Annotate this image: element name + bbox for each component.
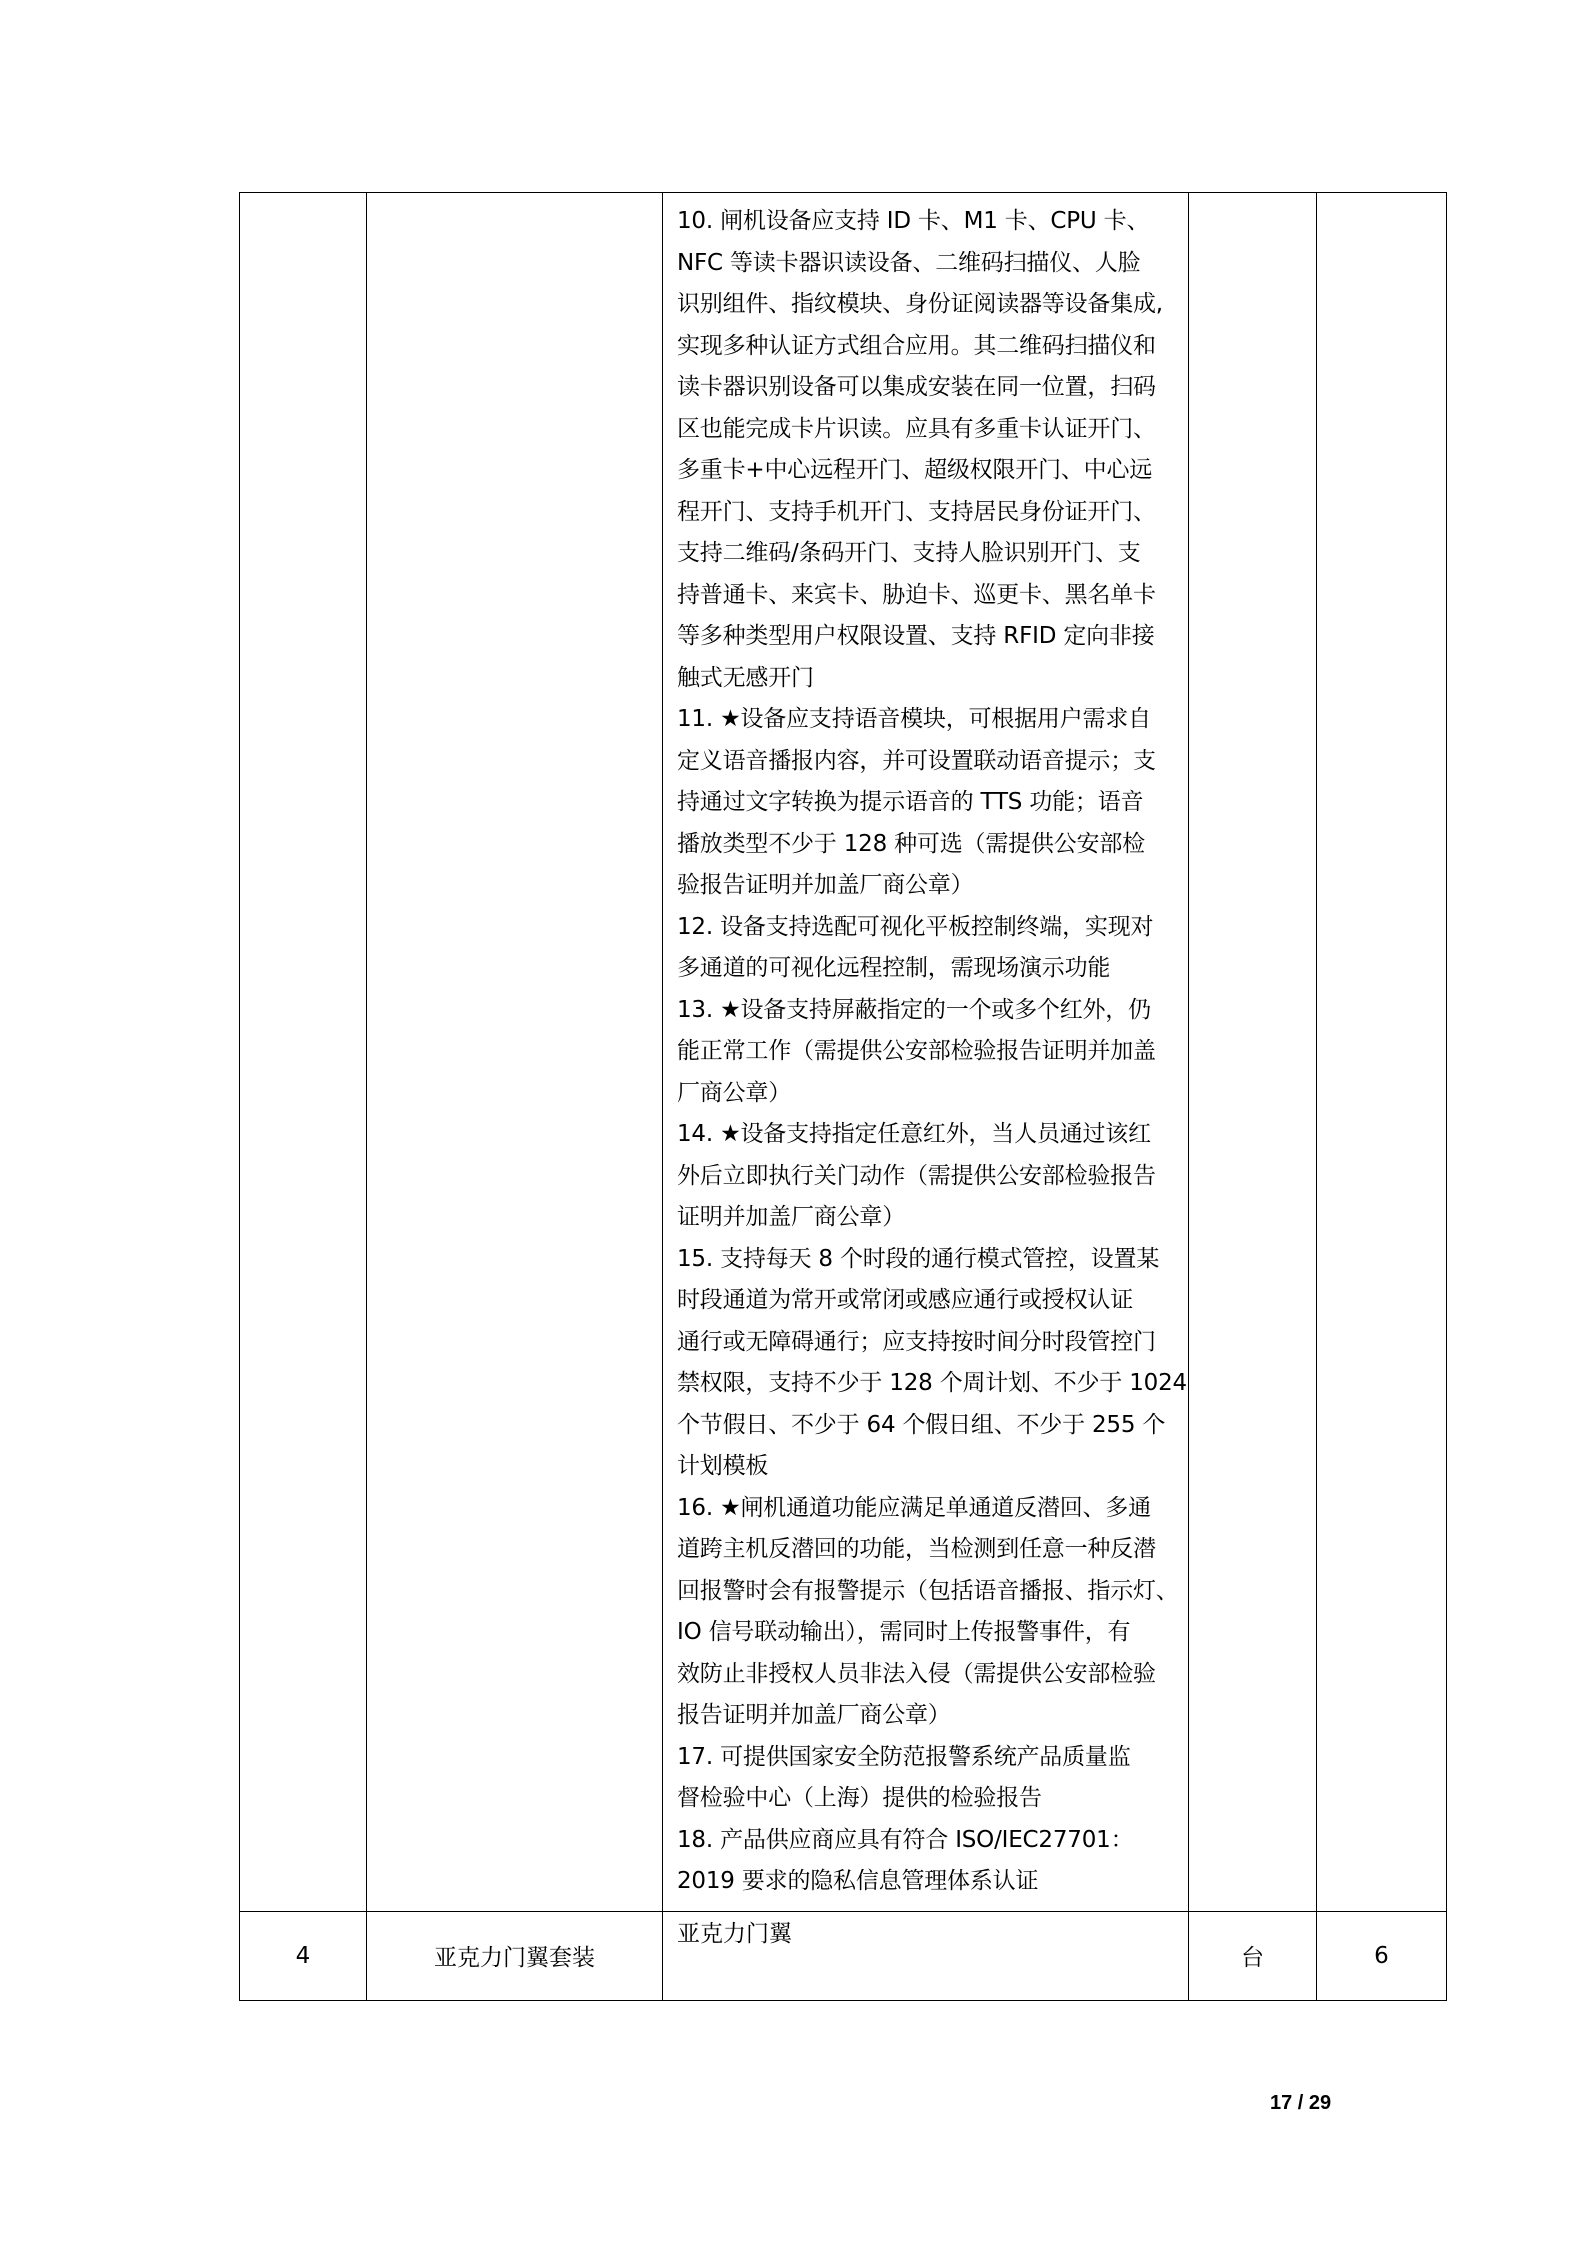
page-number: 17 / 29 xyxy=(1270,2092,1332,2114)
spec-line: 多通道的可视化远程控制，需现场演示功能 xyxy=(677,955,1111,981)
spec-line: 12. 设备支持选配可视化平板控制终端，实现对 xyxy=(677,913,1154,940)
spec-line: 报告证明并加盖厂商公章） xyxy=(677,1702,951,1728)
spec-line: 13. ★设备支持屏蔽指定的一个或多个红外，仍 xyxy=(677,996,1151,1023)
spec-line: 实现多种认证方式组合应用。其二维码扫描仪和 xyxy=(677,332,1156,359)
spec-line: 外后立即执行关门动作（需提供公安部检验报告 xyxy=(677,1162,1156,1189)
table-row xyxy=(240,1911,1447,2000)
spec-line: 证明并加盖厂商公章） xyxy=(677,1204,906,1230)
spec-line: 2019 要求的隐私信息管理体系认证 xyxy=(677,1868,1039,1894)
quantity-cell: 6 xyxy=(1317,1911,1447,2000)
item-number-cell xyxy=(240,193,367,1912)
spec-line: 10. 闸机设备应支持 ID 卡、M1 卡、CPU 卡、 xyxy=(677,208,1150,234)
spec-line: 持通过文字转换为提示语音的 TTS 功能；语音 xyxy=(677,789,1144,815)
spec-line: 播放类型不少于 128 种可选（需提供公安部检 xyxy=(677,830,1145,857)
spec-line: 道跨主机反潜回的功能，当检测到任意一种反潜 xyxy=(677,1536,1156,1562)
spec-line: 14. ★设备支持指定任意红外，当人员通过该红 xyxy=(677,1121,1151,1147)
spec-line: 等多种类型用户权限设置、支持 RFID 定向非接 xyxy=(677,623,1155,649)
spec-line: 17. 可提供国家安全防范报警系统产品质量监 xyxy=(677,1743,1131,1770)
spec-line: IO 信号联动输出），需同时上传报警事件，有 xyxy=(677,1619,1131,1645)
spec-line: 识别组件、指纹模块、身份证阅读器等设备集成, xyxy=(677,291,1163,317)
spec-line: 能正常工作（需提供公安部检验报告证明并加盖 xyxy=(677,1038,1156,1064)
item-name-cell: 亚克力门翼套装 xyxy=(367,1911,663,2000)
item-name-cell xyxy=(367,193,663,1912)
spec-line: 厂商公章） xyxy=(677,1079,792,1106)
spec-line: 督检验中心（上海）提供的检验报告 xyxy=(677,1785,1042,1811)
spec-line: 16. ★闸机通道功能应满足单通道反潜回、多通 xyxy=(677,1494,1151,1521)
spec-line: 读卡器识别设备可以集成安装在同一位置，扫码 xyxy=(677,374,1156,400)
spec-line: 持普通卡、来宾卡、胁迫卡、巡更卡、黑名单卡 xyxy=(677,581,1156,608)
spec-line: 程开门、支持手机开门、支持居民身份证开门、 xyxy=(677,498,1156,525)
spec-line: 区也能完成卡片识读。应具有多重卡认证开门、 xyxy=(677,415,1156,442)
spec-line: 效防止非授权人员非法入侵（需提供公安部检验 xyxy=(677,1660,1156,1687)
item-number-cell: 4 xyxy=(240,1911,367,2000)
spec-line: 定义语音播报内容，并可设置联动语音提示；支 xyxy=(677,747,1156,774)
spec-line: 验报告证明并加盖厂商公章） xyxy=(677,872,974,898)
spec-line: 多重卡+中心远程开门、超级权限开门、中心远 xyxy=(677,457,1153,483)
spec-line: 禁权限，支持不少于 128 个周计划、不少于 1024 xyxy=(677,1370,1187,1396)
spec-line: 触式无感开门 xyxy=(677,664,814,691)
table-row xyxy=(240,193,1447,1912)
unit-cell: 台 xyxy=(1189,1911,1317,2000)
spec-line: NFC 等读卡器识读设备、二维码扫描仪、人脸 xyxy=(677,249,1141,276)
spec-line: 时段通道为常开或常闭或感应通行或授权认证 xyxy=(677,1287,1134,1313)
spec-line: 个节假日、不少于 64 个假日组、不少于 255 个 xyxy=(677,1411,1166,1438)
spec-line: 通行或无障碍通行；应支持按时间分时段管控门 xyxy=(677,1328,1156,1355)
spec-line: 支持二维码/条码开门、支持人脸识别开门、支 xyxy=(677,540,1141,566)
spec-line: 18. 产品供应商应具有符合 ISO/IEC27701： xyxy=(677,1826,1134,1853)
spec-line: 15. 支持每天 8 个时段的通行模式管控，设置某 xyxy=(677,1245,1160,1272)
spec-cell xyxy=(663,193,1189,1912)
spec-lines xyxy=(677,201,1187,1903)
spec-line: 回报警时会有报警提示（包括语音播报、指示灯、 xyxy=(677,1577,1179,1604)
spec-cell: 亚克力门翼 xyxy=(663,1911,1189,2000)
spec-line: 11. ★设备应支持语音模块，可根据用户需求自 xyxy=(677,706,1151,732)
specification-table xyxy=(239,192,1447,2001)
quantity-cell xyxy=(1317,193,1447,1912)
spec-line: 计划模板 xyxy=(677,1453,769,1479)
unit-cell xyxy=(1189,193,1317,1912)
